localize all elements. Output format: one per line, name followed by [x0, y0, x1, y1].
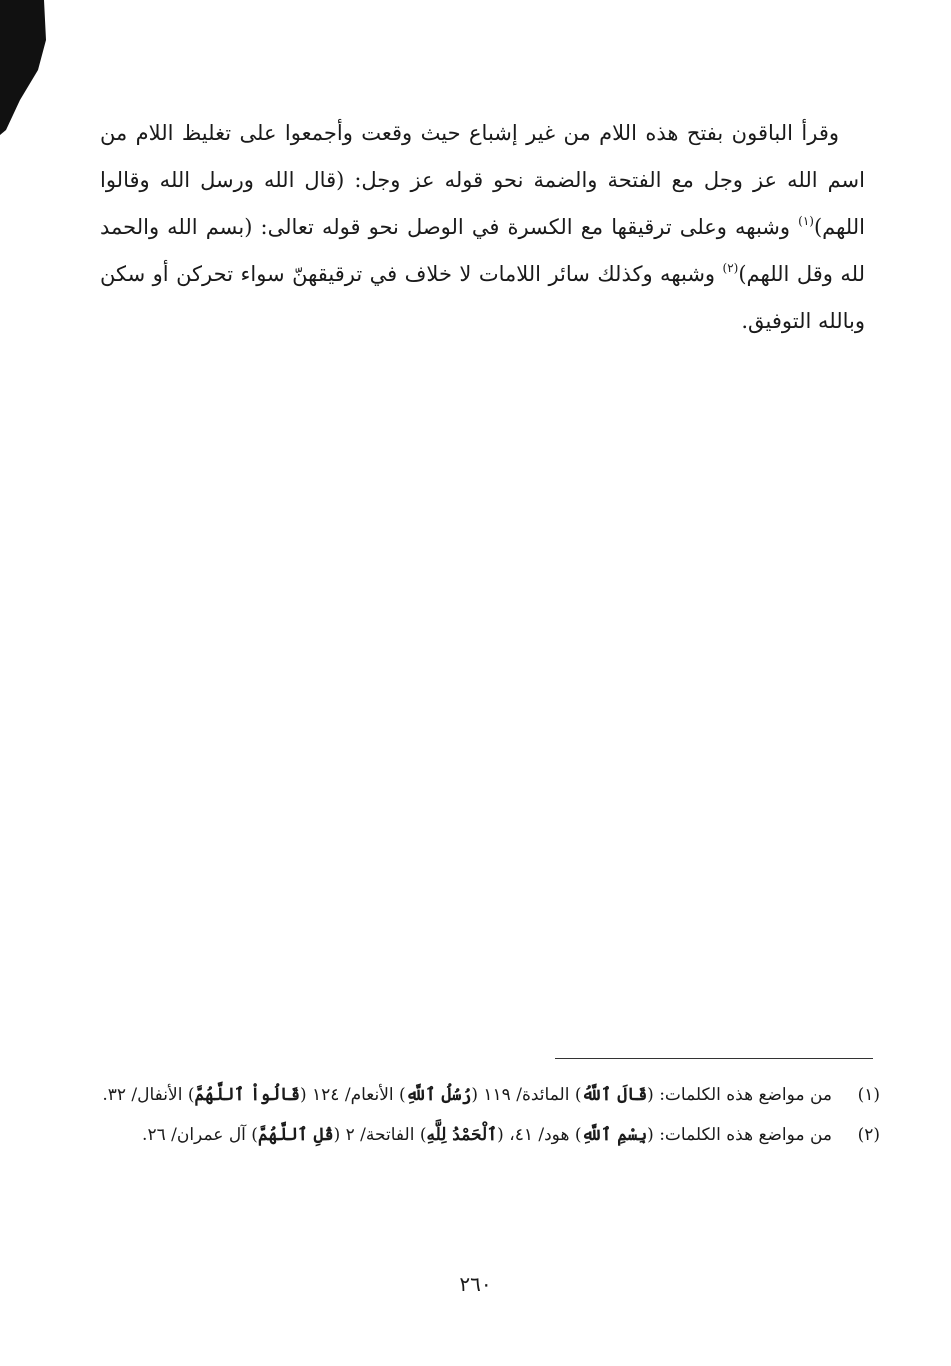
footnote-1: [100, 1078, 880, 1112]
footnote-ref-2: (٢): [722, 261, 739, 275]
footnote-reference: ) الأنعام/ ١٢٤ (: [300, 1085, 406, 1105]
main-text-part-2: وشبهه وعلى ترقيقها مع الكسرة في الوصل نحو قوله تعالى: (بسم الله والحمد لله وقل اللهم): [100, 215, 865, 286]
footnote-reference: ) آل عمران/ ٢٦.: [142, 1125, 258, 1145]
footnote-reference: ) هود/ ٤١، (: [497, 1125, 582, 1145]
quran-word: قَالُواْ ٱللَّهُمَّ: [194, 1085, 300, 1105]
main-text-part-3: وشبهه وكذلك سائر اللامات لا خلاف في ترقيقهنّ سواء تحركن أو سكن وبالله التوفيق.: [100, 262, 865, 333]
main-text-part-1: وقرأ الباقون بفتح هذه اللام من غير إشباع حيث وقعت وأجمعوا على تغليظ اللام من اسم الله عز وجل مع الفتحة والضمة نحو قوله عز وجل: (قال الله ورسل الله وقالوا اللهم): [100, 121, 865, 239]
footnote-reference: ) المائدة/ ١١٩ (: [471, 1085, 582, 1105]
quran-word: قُلِ ٱللَّهُمَّ: [257, 1125, 334, 1145]
footnote-number: (٢): [857, 1125, 880, 1145]
footnote-intro: من مواضع هذه الكلمات: (: [647, 1085, 832, 1105]
quran-word: بِسْمِ ٱللَّهِ: [581, 1125, 648, 1145]
main-text: [100, 110, 865, 345]
quran-word: رُسُلُ ٱللَّهِ: [405, 1085, 472, 1105]
footnote-separator: [555, 1058, 873, 1059]
footnote-text: [100, 1078, 832, 1112]
quran-word: قَالَ ٱللَّهُ: [581, 1085, 648, 1105]
footnote-text: [100, 1118, 832, 1152]
footnote-2: [100, 1118, 880, 1152]
page-number: ٢٦٠: [459, 1272, 492, 1296]
scan-edge-artifact: [0, 0, 48, 135]
footnote-ref-1: (١): [798, 214, 814, 228]
main-paragraph: [100, 110, 865, 345]
footnote-number: (١): [857, 1085, 880, 1105]
footnote-reference: ) الفاتحة/ ٢ (: [333, 1125, 427, 1145]
quran-word: ٱلْحَمْدُ لِلَّهِ: [426, 1125, 498, 1145]
footnotes: [100, 1078, 880, 1158]
footnote-intro: من مواضع هذه الكلمات: (: [647, 1125, 832, 1145]
footnote-reference: ) الأنفال/ ٣٢.: [102, 1085, 195, 1105]
